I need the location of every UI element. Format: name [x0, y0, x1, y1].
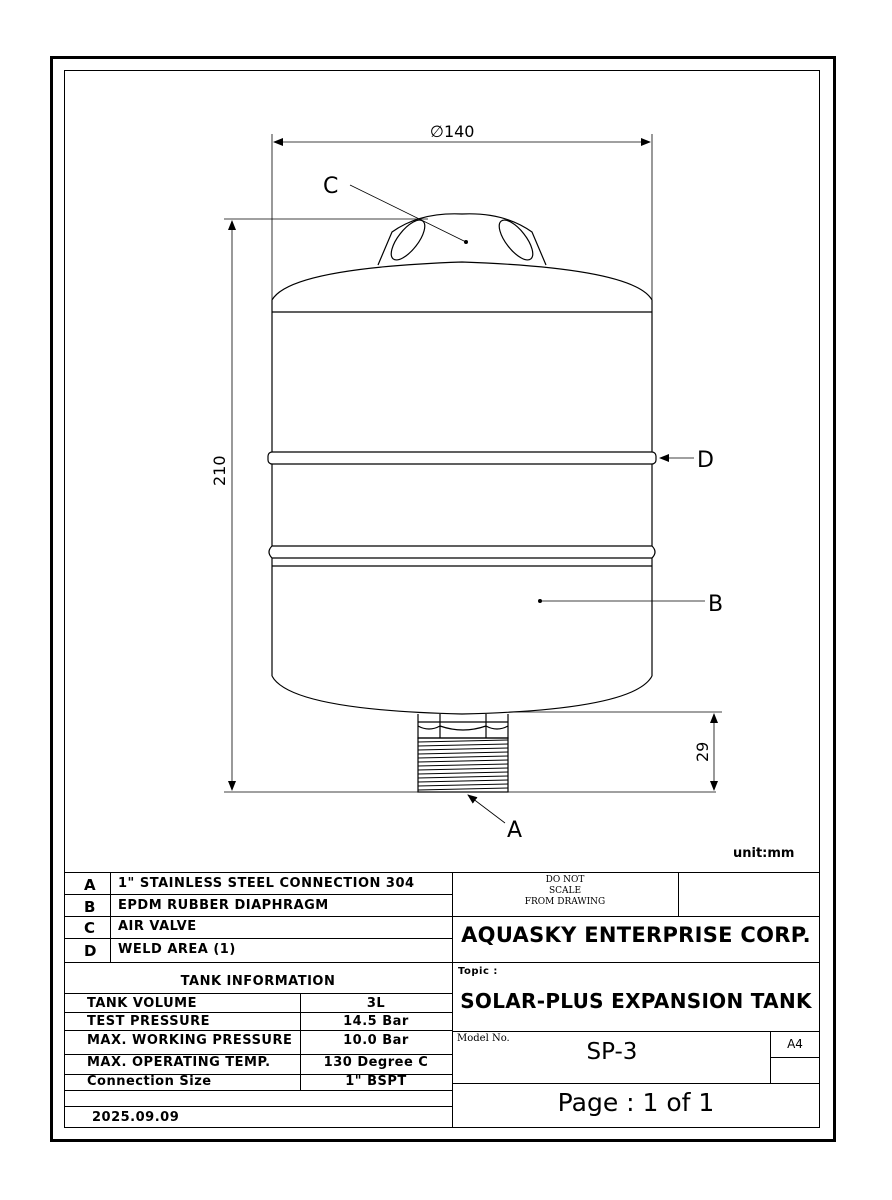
callout-C: C	[323, 174, 339, 199]
fitting-threads	[418, 740, 508, 790]
max-operating-temp-value: 130 Degree C	[323, 1055, 429, 1070]
scale-note-line-2: SCALE	[548, 886, 582, 896]
sheet-size: A4	[787, 1037, 803, 1051]
page-indicator: Page : 1 of 1	[557, 1088, 715, 1117]
tank-bottom-dome	[272, 676, 652, 714]
part-key-d: D	[84, 942, 97, 960]
part-desc-a: 1" STAINLESS STEEL CONNECTION 304	[118, 876, 415, 891]
part-key-a: A	[84, 876, 97, 894]
dim-diameter: ∅140	[430, 122, 475, 141]
tank-volume-label: TANK VOLUME	[87, 996, 197, 1011]
title-block-top	[64, 872, 820, 873]
max-operating-temp-label: MAX. OPERATING TEMP.	[87, 1055, 271, 1070]
company-name: AQUASKY ENTERPRISE CORP.	[461, 923, 811, 947]
tank-info-title: TANK INFORMATION	[180, 974, 336, 989]
tank-top-dome	[272, 262, 652, 312]
test-pressure-value: 14.5 Bar	[343, 1014, 409, 1029]
part-key-b: B	[84, 898, 96, 916]
topic-label: Topic :	[458, 966, 498, 977]
scale-note-line-3: FROM DRAWING	[524, 897, 606, 907]
tank-volume-value: 3L	[366, 996, 386, 1011]
scale-note	[452, 875, 678, 908]
weld-band	[268, 452, 656, 464]
callout-B: B	[708, 592, 724, 617]
model-number: SP-3	[586, 1039, 638, 1065]
test-pressure-label: TEST PRESSURE	[87, 1014, 211, 1029]
lower-rib	[269, 546, 655, 558]
dim-fitting-height: 29	[693, 741, 712, 762]
max-working-pressure-label: MAX. WORKING PRESSURE	[87, 1033, 293, 1048]
dim-height: 210	[210, 455, 229, 486]
topic-title: SOLAR-PLUS EXPANSION TANK	[460, 989, 812, 1013]
part-desc-d: WELD AREA (1)	[118, 942, 236, 957]
connection-size-value: 1" BSPT	[345, 1074, 407, 1089]
scale-note-line-1: DO NOT	[545, 875, 585, 885]
model-label: Model No.	[457, 1033, 510, 1044]
unit-label: unit:mm	[733, 846, 795, 861]
drawing-date: 2025.09.09	[92, 1110, 180, 1125]
part-desc-c: AIR VALVE	[118, 919, 197, 934]
max-working-pressure-value: 10.0 Bar	[343, 1033, 409, 1048]
callout-D: D	[697, 448, 714, 473]
connection-size-label: Connection Size	[87, 1074, 212, 1089]
part-key-c: C	[84, 919, 96, 937]
hex-nut	[418, 714, 508, 738]
part-desc-b: EPDM RUBBER DIAPHRAGM	[118, 898, 329, 913]
callout-A: A	[507, 818, 523, 843]
